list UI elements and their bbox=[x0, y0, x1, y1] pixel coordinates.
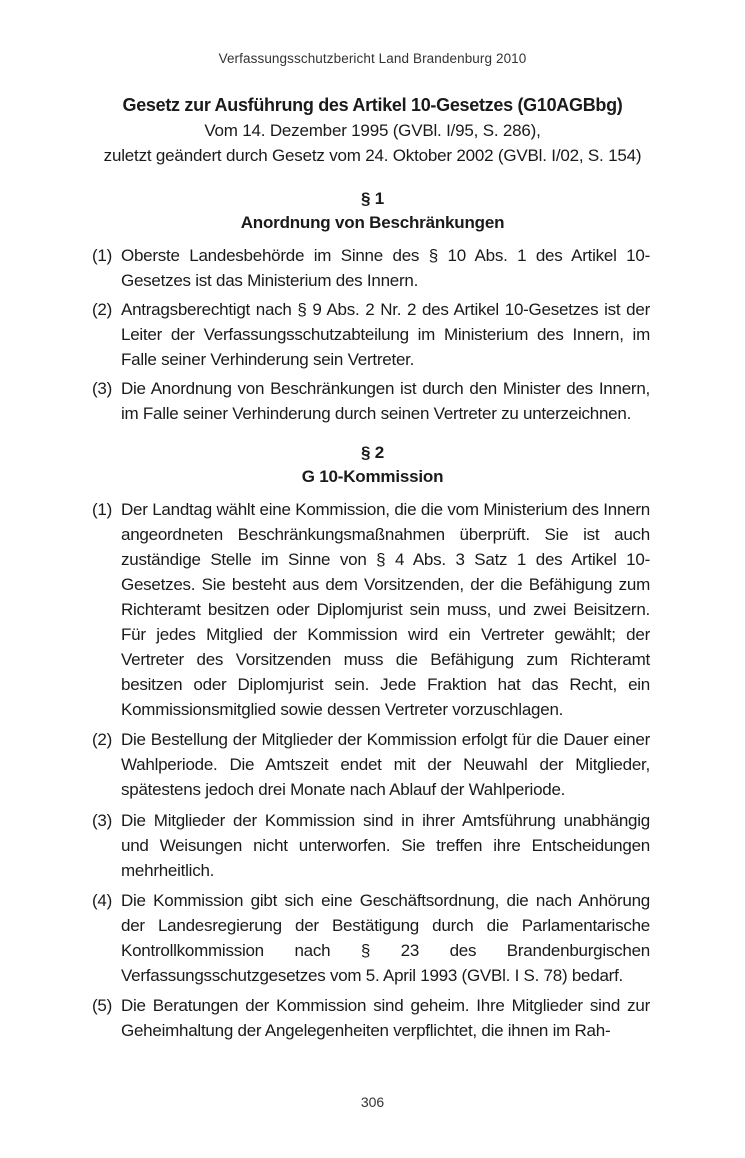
paragraph-text: Die Anordnung von Beschränkungen ist durch den Minister des Innern, im Falle seiner Verhinderung durch seinen Vertreter zu unterzeichnen. bbox=[121, 379, 650, 423]
paragraph bbox=[92, 243, 650, 293]
law-date-line: Vom 14. Dezember 1995 (GVBl. I/95, S. 286), bbox=[204, 121, 541, 140]
paragraph-text: Oberste Landesbehörde im Sinne des § 10 Abs. 1 des Artikel 10-Gesetzes ist das Ministerium des Innern. bbox=[121, 246, 650, 290]
section-number: § 2 bbox=[360, 443, 385, 462]
paragraph-number: (3) bbox=[92, 811, 113, 830]
paragraph-number: (2) bbox=[92, 300, 113, 319]
paragraph-number: (1) bbox=[92, 246, 113, 265]
section-title: G 10-Kommission bbox=[301, 467, 444, 486]
paragraph-text: Die Beratungen der Kommission sind geheim. Ihre Mitglieder sind zur Geheimhaltung der Angelegenheiten verpflichtet, die ihnen im Rah- bbox=[121, 996, 650, 1040]
law-title: Gesetz zur Ausführung des Artikel 10-Gesetzes (G10AGBbg) bbox=[122, 95, 623, 115]
paragraph-text: Die Mitglieder der Kommission sind in ihrer Amtsführung unabhängig und Weisungen nicht unterworfen. Sie treffen ihre Entscheidungen mehrheitlich. bbox=[121, 811, 650, 880]
paragraph-text: Der Landtag wählt eine Kommission, die die vom Ministerium des Innern angeordneten Beschränkungsmaßnahmen überprüft. Sie ist auch zuständige Stelle im Sinne von § 4 Abs. 3 Satz 1 des Artikel 10-Gesetzes. Sie besteht aus dem Vorsitzenden, der die Befähigung zum Richteramt besitzen oder Diplomjurist sein muss, und zwei Beisitzern. Für jedes Mitglied der Kommission wird ein Vertreter gewählt; der Vertreter des Vorsitzenden muss die Befähigung zum Richteramt besitzen oder Diplomjurist sein. Jede Fraktion hat das Recht, ein Kommissionsmitglied sowie dessen Vertreter vorzuschlagen. bbox=[121, 500, 650, 719]
paragraph bbox=[92, 497, 650, 722]
paragraph bbox=[92, 808, 650, 883]
section-title: Anordnung von Beschränkungen bbox=[240, 213, 505, 232]
law-amendment-line: zuletzt geändert durch Gesetz vom 24. Oktober 2002 (GVBl. I/02, S. 154) bbox=[103, 146, 642, 165]
paragraph bbox=[92, 297, 650, 372]
section-number: § 1 bbox=[360, 189, 385, 208]
page-number: 306 bbox=[360, 1094, 385, 1110]
paragraph-text: Die Bestellung der Mitglieder der Kommission erfolgt für die Dauer einer Wahlperiode. Die Amtszeit endet mit der Neuwahl der Mitglieder, spätestens jedoch drei Monate nach Ablauf der Wahlperiode. bbox=[121, 730, 650, 799]
paragraph-number: (5) bbox=[92, 996, 113, 1015]
paragraph-number: (1) bbox=[92, 500, 113, 519]
paragraph bbox=[92, 376, 650, 426]
paragraph bbox=[92, 727, 650, 802]
paragraph-number: (3) bbox=[92, 379, 113, 398]
paragraph bbox=[92, 888, 650, 988]
paragraph bbox=[92, 993, 650, 1043]
paragraph-number: (2) bbox=[92, 730, 113, 749]
running-header: Verfassungsschutzbericht Land Brandenburg 2010 bbox=[218, 51, 527, 66]
paragraph-number: (4) bbox=[92, 891, 113, 910]
paragraph-text: Die Kommission gibt sich eine Geschäftsordnung, die nach Anhörung der Landesregierung der Bestätigung durch die Parlamentarische Kontrollkommission nach § 23 des Brandenburgischen Verfassungsschutzgesetzes vom 5. April 1993 (GVBl. I S. 78) bedarf. bbox=[121, 891, 650, 985]
paragraph-text: Antragsberechtigt nach § 9 Abs. 2 Nr. 2 des Artikel 10-Gesetzes ist der Leiter der Verfassungsschutzabteilung im Ministerium des Innern, im Falle seiner Verhinderung sein Vertreter. bbox=[121, 300, 650, 369]
